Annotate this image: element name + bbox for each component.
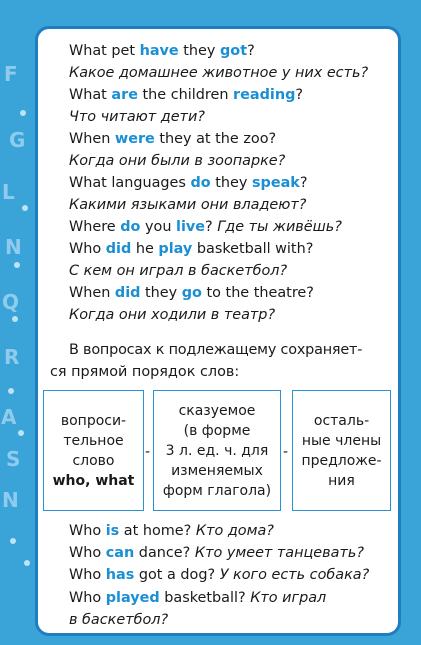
- keyword: did: [114, 285, 141, 301]
- text-fragment: What pet: [69, 43, 140, 59]
- text-fragment: When: [69, 285, 115, 301]
- keyword: live: [176, 219, 206, 235]
- keyword: reading: [233, 87, 296, 103]
- box-line: слово: [72, 452, 115, 469]
- rule-paragraph: [50, 339, 389, 383]
- keyword: has: [105, 567, 135, 584]
- decor-dot: [10, 538, 16, 544]
- keyword: got: [220, 43, 248, 59]
- text-fragment: Who: [69, 589, 106, 606]
- text-fragment: basketball?: [159, 589, 251, 606]
- text-fragment: Where: [69, 219, 121, 235]
- box-line: изменяемых: [171, 462, 263, 479]
- text-fragment: ?: [295, 87, 304, 103]
- text-fragment: What: [69, 87, 112, 103]
- decor-letter: Q: [2, 290, 20, 314]
- translation: Кто дома?: [195, 523, 274, 539]
- question-line: [69, 306, 275, 324]
- box-question-word: [43, 390, 144, 511]
- question-line: [69, 284, 314, 302]
- decor-letter: S: [6, 447, 21, 471]
- question-line: [69, 152, 285, 170]
- keyword: are: [111, 87, 138, 103]
- question-line: [69, 130, 276, 148]
- box-bold-line: who, what: [52, 472, 135, 489]
- text-fragment: What languages: [69, 175, 191, 191]
- text-fragment: you: [140, 219, 177, 235]
- example-line: [69, 522, 274, 540]
- decor-dot: [8, 388, 14, 394]
- box-line: сказуемое: [178, 402, 256, 419]
- decor-letter: N: [2, 488, 19, 512]
- decor-dot: [14, 262, 20, 268]
- keyword: do: [190, 175, 211, 191]
- keyword: played: [105, 589, 160, 606]
- question-line: [69, 108, 205, 126]
- translation: Где ты живёшь?: [217, 219, 342, 235]
- text-fragment: Who: [69, 567, 106, 584]
- question-line: [69, 64, 368, 82]
- question-line: [69, 196, 306, 214]
- keyword: speak: [251, 175, 300, 191]
- decor-dot: [18, 430, 24, 436]
- text-fragment: the children: [137, 87, 234, 103]
- box-line: 3 л. ед. ч. для: [165, 442, 269, 459]
- keyword: go: [181, 285, 202, 301]
- translation: Кто умеет танцевать?: [194, 545, 364, 562]
- text-fragment: at home?: [119, 523, 196, 539]
- question-line: [69, 240, 313, 258]
- question-line: [69, 262, 287, 280]
- text-fragment: Какое домашнее животное у них есть?: [69, 65, 369, 81]
- decor-letter: A: [1, 405, 17, 429]
- question-line: [69, 42, 255, 60]
- text-fragment: ?: [205, 219, 218, 235]
- example-line: [69, 544, 364, 562]
- text-fragment: Какими языками они владеют?: [69, 197, 307, 213]
- text-fragment: they: [140, 285, 182, 301]
- box-line: осталь-: [313, 412, 370, 429]
- keyword: play: [158, 241, 193, 257]
- text-fragment: they: [210, 175, 252, 191]
- separator-dash: -: [145, 444, 151, 460]
- text-fragment: he: [131, 241, 159, 257]
- text-fragment: they: [178, 43, 220, 59]
- decor-letter: R: [4, 345, 20, 369]
- box-line: ния: [328, 472, 355, 489]
- text-fragment: Когда они были в зоопарке?: [69, 153, 286, 169]
- decor-letter: G: [9, 128, 26, 152]
- text-fragment: ?: [247, 43, 255, 59]
- box-line: (в форме: [183, 422, 251, 439]
- translation: У кого есть собака?: [219, 567, 370, 584]
- decor-letter: F: [4, 62, 18, 86]
- text-fragment: Что читают дети?: [69, 109, 205, 125]
- text-fragment: got a dog?: [134, 567, 220, 584]
- translation: Кто играл: [250, 589, 327, 606]
- rule-line-2: ся прямой порядок слов:: [50, 364, 240, 380]
- keyword: did: [105, 241, 132, 257]
- text-fragment: When: [69, 131, 115, 147]
- text-fragment: to the theatre?: [201, 285, 314, 301]
- text-fragment: Who: [69, 545, 106, 562]
- decor-letter: L: [2, 180, 15, 204]
- text-fragment: Когда они ходили в театр?: [69, 307, 276, 323]
- text-fragment: С кем он играл в баскетбол?: [69, 263, 288, 279]
- keyword: have: [139, 43, 179, 59]
- box-line: тельное: [63, 432, 124, 449]
- decor-dot: [12, 316, 18, 322]
- keyword: were: [114, 131, 155, 147]
- text-fragment: Who: [69, 523, 106, 539]
- box-line: ные члены: [301, 432, 382, 449]
- keyword: is: [105, 523, 120, 539]
- question-line: [69, 86, 303, 104]
- rule-line-1: В вопросах к подлежащему сохраняет-: [69, 342, 363, 358]
- example-line: [69, 611, 168, 629]
- box-line: предложе-: [301, 452, 382, 469]
- example-line: [69, 566, 369, 584]
- separator-dash: -: [283, 444, 289, 460]
- box-line: форм глагола): [162, 482, 272, 499]
- text-fragment: Who: [69, 241, 106, 257]
- box-rest: [292, 390, 391, 511]
- text-fragment: dance?: [134, 545, 195, 562]
- keyword: do: [120, 219, 141, 235]
- box-line: вопроси-: [60, 412, 127, 429]
- decor-dot: [20, 110, 26, 116]
- question-line: [69, 218, 342, 236]
- decor-dot: [22, 205, 28, 211]
- decor-letter: N: [5, 235, 22, 259]
- text-fragment: basketball with?: [192, 241, 314, 257]
- decor-dot: [24, 560, 30, 566]
- question-line: [69, 174, 308, 192]
- keyword: can: [105, 545, 135, 562]
- translation: в баскетбол?: [69, 611, 169, 628]
- text-fragment: ?: [299, 175, 308, 191]
- box-predicate: [153, 390, 281, 511]
- example-line: [69, 589, 326, 607]
- text-fragment: they at the zoo?: [154, 131, 277, 147]
